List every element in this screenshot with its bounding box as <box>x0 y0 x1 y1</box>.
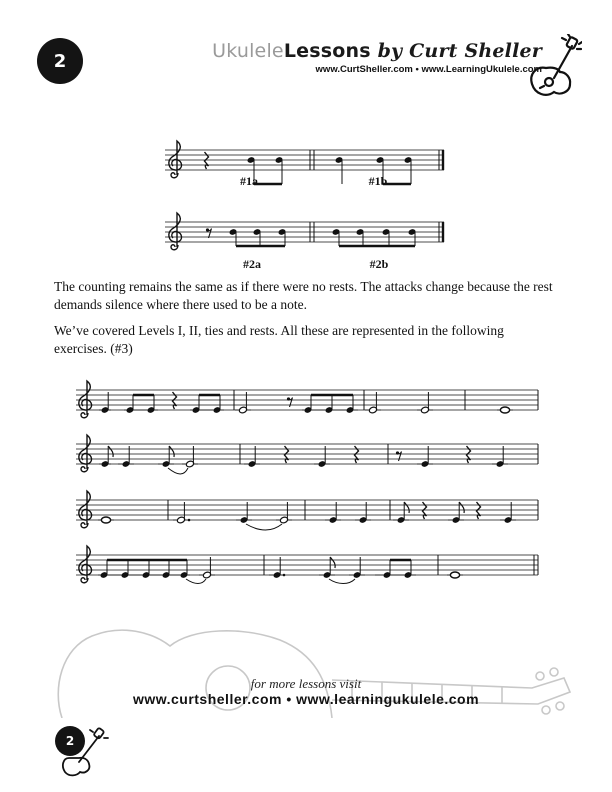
page-number: 2 <box>53 50 67 72</box>
exercise-staff-c <box>76 491 538 530</box>
example-label-1b: #1b <box>368 174 388 188</box>
brand-urls: www.CurtSheller.com • www.LearningUkulele.com <box>315 64 542 75</box>
brand-by: by Curt Sheller <box>377 40 542 62</box>
promo-urls[interactable]: www.curtsheller.com • www.learningukulele.com <box>132 691 480 707</box>
example-label-2b: #2b <box>369 257 389 271</box>
exercise-staff-d <box>76 546 538 584</box>
paragraph-rests: The counting remains the same as if there were no rests. The attacks change because the rest demands silence where there used to be a note. <box>54 279 553 312</box>
exercise-staff-b <box>76 435 538 474</box>
brand-ukulele: Ukulele <box>212 40 284 62</box>
example-label-2a: #2a <box>243 257 261 271</box>
exercise-staff-a <box>76 381 538 418</box>
footer-logo-badge <box>55 726 115 782</box>
paragraph-levels: We’ve covered Levels I, II, ties and rests. All these are represented in the following exercises. (#3) <box>54 323 504 356</box>
example-label-1a: #1a <box>240 174 258 188</box>
promo-tagline: for more lessons visit <box>250 676 362 691</box>
brand-lessons: Lessons <box>283 40 371 62</box>
footer-page-number: 2 <box>55 726 85 756</box>
